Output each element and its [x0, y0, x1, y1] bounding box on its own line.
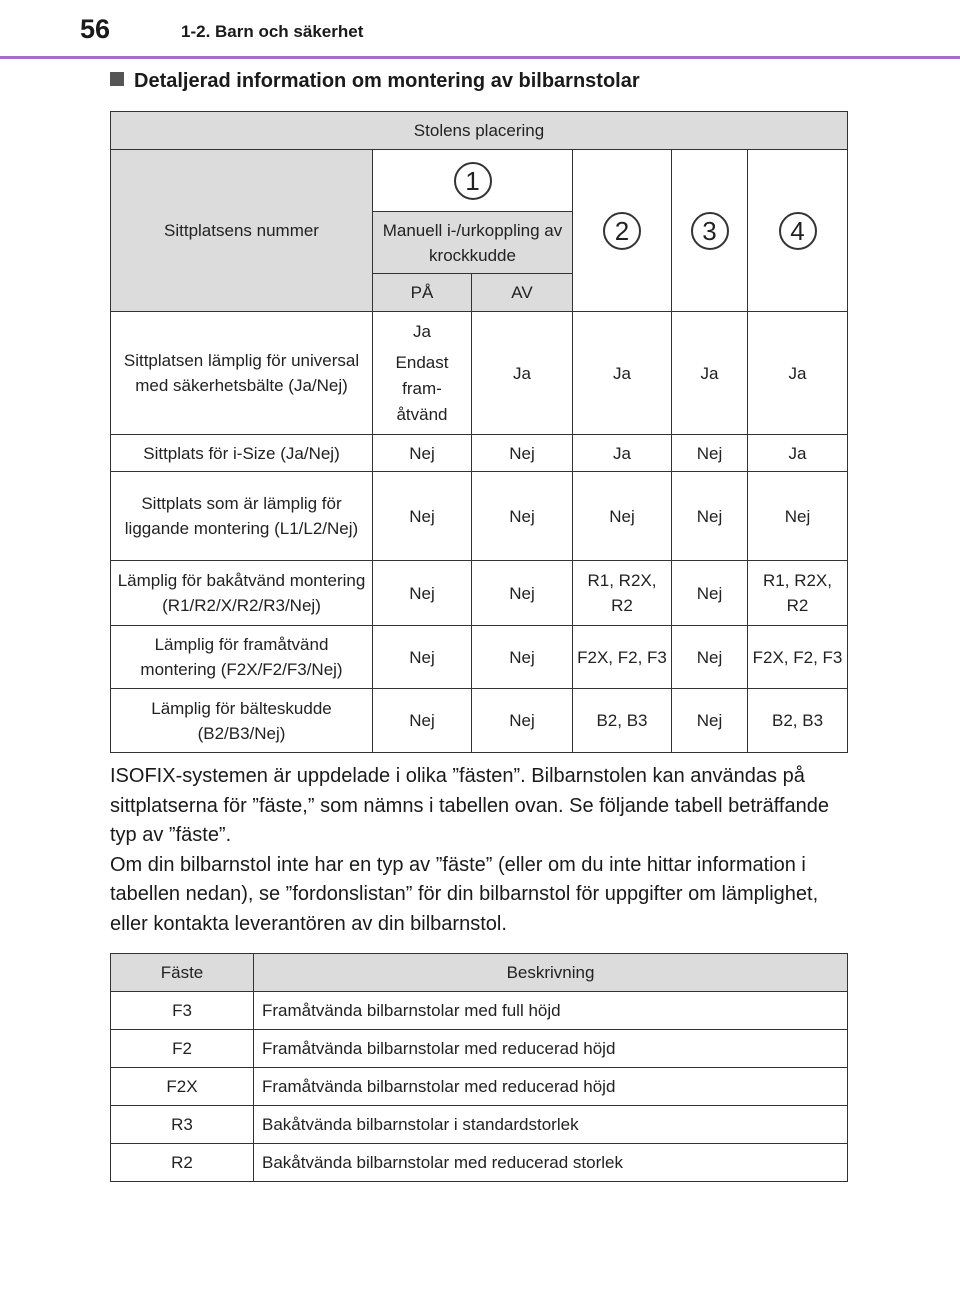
table-row: [111, 1144, 848, 1182]
table-row: [111, 1068, 848, 1106]
row-label: Lämplig för framåtvänd montering (F2X/F2/F3/Nej): [111, 626, 373, 689]
seat-2-number: 2: [603, 212, 641, 250]
fixture-code: R2: [111, 1144, 254, 1182]
page-number: 56: [80, 14, 111, 44]
paragraph-vehicle-list: Om din bilbarnstol inte har en typ av ”fäste” (eller om du inte hittar information i tabellen nedan), se ”fordonslistan” för din bilbarnstol för uppgifter om lämplighet, eller kontakta leverantören av din bilbarnstol.: [110, 853, 819, 935]
body-text: [110, 762, 850, 939]
table-cell: Nej: [472, 435, 573, 472]
table-cell: Nej: [748, 472, 848, 561]
seat-3-cell: [672, 150, 748, 312]
fixture-code: F3: [111, 992, 254, 1030]
table-row: [111, 1106, 848, 1144]
row-label: Sittplatsen lämplig för universal med säkerhetsbälte (Ja/Nej): [111, 312, 373, 435]
fixture-code: F2: [111, 1030, 254, 1068]
fixture-description: Framåtvända bilbarnstolar med reducerad höjd: [254, 1068, 848, 1106]
table-cell: Nej: [472, 561, 573, 626]
table-cell: Nej: [672, 435, 748, 472]
table-cell: R1, R2X, R2: [573, 561, 672, 626]
table-cell: Nej: [672, 626, 748, 689]
fixture-table: [110, 953, 848, 1182]
table-cell: Ja: [672, 312, 748, 435]
row-label: Sittplats för i-Size (Ja/Nej): [111, 435, 373, 472]
table-cell: Nej: [472, 626, 573, 689]
table-title: Stolens placering: [111, 112, 848, 150]
fixture-description: Bakåtvända bilbarnstolar i standardstorlek: [254, 1106, 848, 1144]
fixture-code: F2X: [111, 1068, 254, 1106]
table-cell: Nej: [373, 435, 472, 472]
table-cell: Ja: [573, 435, 672, 472]
fixture-description: Bakåtvända bilbarnstolar med reducerad storlek: [254, 1144, 848, 1182]
table-cell: Nej: [373, 561, 472, 626]
seat-suitability-table: [110, 111, 848, 753]
table-cell: F2X, F2, F3: [748, 626, 848, 689]
table-cell: Nej: [373, 472, 472, 561]
row-label: Lämplig för bakåtvänd montering (R1/R2/X/R2/R3/Nej): [111, 561, 373, 626]
column-header-description: Beskrivning: [254, 954, 848, 992]
page-header: [0, 0, 960, 60]
seat-1-cell: [373, 150, 573, 212]
chapter-title: 1-2. Barn och säkerhet: [181, 22, 364, 41]
paragraph-isofix: ISOFIX-systemen är uppdelade i olika ”fästen”. Bilbarnstolen kan användas på sittplatserna för ”fäste,” som nämns i tabellen ovan. Se följande tabell beträffande typ av ”fäste”.: [110, 765, 829, 846]
airbag-on-label: PÅ: [373, 274, 472, 312]
table-cell: Ja: [573, 312, 672, 435]
table-cell: Nej: [672, 472, 748, 561]
seat-2-cell: [573, 150, 672, 312]
table-cell: Nej: [672, 561, 748, 626]
seat-3-number: 3: [691, 212, 729, 250]
table-cell: B2, B3: [748, 689, 848, 753]
table-cell: Nej: [672, 689, 748, 753]
fixture-description: Framåtvända bilbarnstolar med reducerad höjd: [254, 1030, 848, 1068]
header-divider: [0, 56, 960, 59]
seat-1-number: 1: [454, 162, 492, 200]
table-cell: F2X, F2, F3: [573, 626, 672, 689]
table-cell: Nej: [373, 689, 472, 753]
universal-on-line2: Endast fram-åtvänd: [395, 352, 449, 424]
fixture-description: Framåtvända bilbarnstolar med full höjd: [254, 992, 848, 1030]
table-cell: R1, R2X, R2: [748, 561, 848, 626]
table-cell: B2, B3: [573, 689, 672, 753]
table-cell: Nej: [373, 626, 472, 689]
section-heading-text: Detaljerad information om montering av bilbarnstolar: [134, 70, 640, 92]
table-cell: Nej: [573, 472, 672, 561]
table-cell: Nej: [472, 472, 573, 561]
seat-4-cell: [748, 150, 848, 312]
square-bullet-icon: [110, 72, 124, 86]
universal-on-line1: Ja: [413, 321, 431, 341]
table-cell: Ja: [748, 312, 848, 435]
airbag-switch-label: Manuell i-/urkoppling av krockkudde: [373, 212, 573, 274]
section-heading: [110, 70, 640, 93]
table-cell: Ja: [748, 435, 848, 472]
table-cell: Ja: [472, 312, 573, 435]
table-row: [111, 1030, 848, 1068]
table-row: [111, 992, 848, 1030]
seat-number-label: Sittplatsens nummer: [111, 150, 373, 312]
fixture-code: R3: [111, 1106, 254, 1144]
universal-on-cell: [373, 312, 472, 435]
column-header-fixture: Fäste: [111, 954, 254, 992]
row-label: Sittplats som är lämplig för liggande montering (L1/L2/Nej): [111, 472, 373, 561]
row-label: Lämplig för bälteskudde (B2/B3/Nej): [111, 689, 373, 753]
table-cell: Nej: [472, 689, 573, 753]
airbag-off-label: AV: [472, 274, 573, 312]
seat-4-number: 4: [779, 212, 817, 250]
